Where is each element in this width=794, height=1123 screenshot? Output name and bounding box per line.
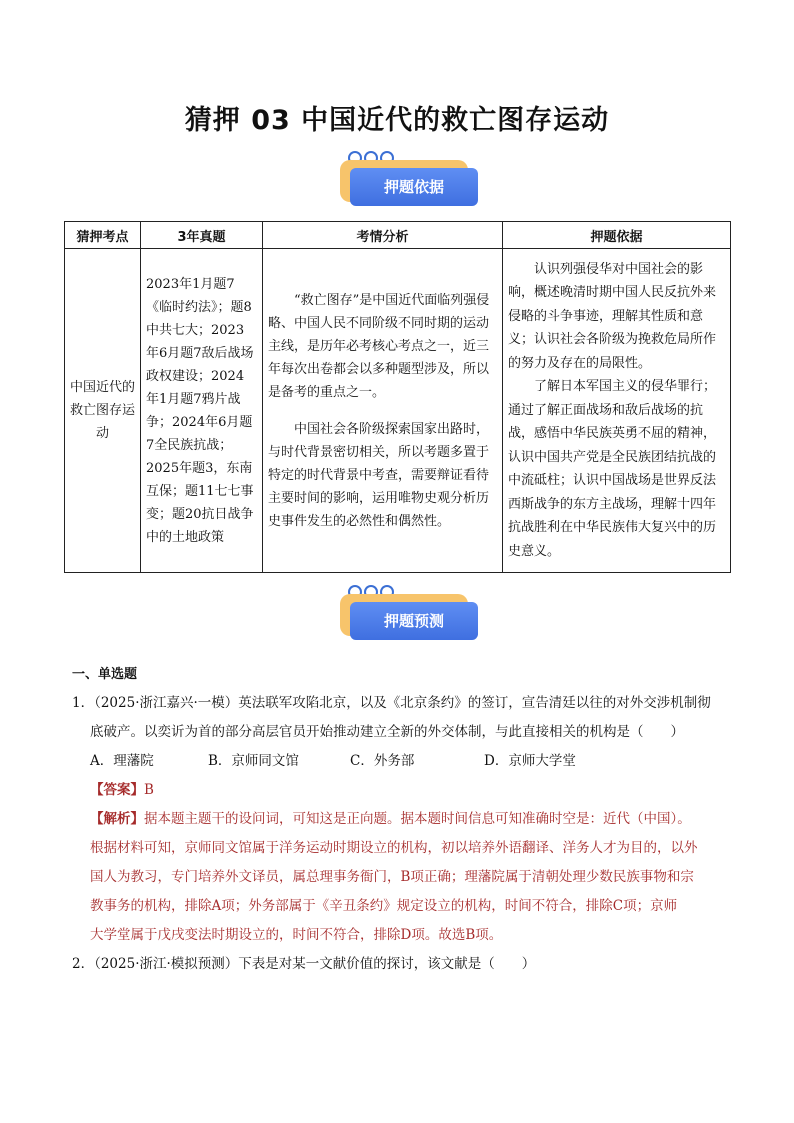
answer-label: 【答案】 [90,782,144,798]
header-topic: 猜押考点 [65,222,141,249]
predict-badge [340,584,480,642]
explanation-line: 国人为教习，专门培养外文译员，属总理事务衙门，B项正确；理藩院属于清朝处理少数民族事物和宗 [90,869,694,885]
basis-paragraph: 认识列强侵华对中国社会的影响，概述晚清时期中国人民反抗外来侵略的斗争事迹，理解其性质和意义；认识社会各阶级为挽救危局所作的努力及存在的局限性。 [508,261,717,371]
table-header-row [65,222,731,249]
answer-value: B [144,782,154,798]
explanation-line: 根据材料可知，京师同文馆属于洋务运动时期设立的机构，初以培养外语翻译、洋务人才为目的，以外 [90,840,698,856]
question-source: （2025·浙江·模拟预测） [94,956,239,972]
analysis-paragraph: “救亡图存”是中国近代面临列强侵略、中国人民不同阶级不同时期的运动主线，是历年必考核心考点之一，近三年每次出卷都会以多种题型涉及，所以是备考的重点之一。 [268,292,490,400]
basis-paragraph: 了解日本军国主义的侵华罪行；通过了解正面战场和敌后战场的抗战，感悟中华民族英勇不屈的精神，认识中国共产党是全民族团结抗战的中流砥柱；认识中国战场是世界反法西斯战争的东方主战场，理解十四年抗战胜利在中华民族伟大复兴中的历史意义。 [508,379,717,559]
basis-badge [340,150,480,208]
options-row [72,747,732,776]
analysis-paragraph: 中国社会各阶级探索国家出路时，与时代背景密切相关，所以考题多置于特定的时代背景中考查，需要辩证看待主要时间的影响，运用唯物史观分析历史事件发生的必然性和偶然性。 [268,421,490,529]
option-c: C．外务部 [350,753,415,769]
answer-line [72,776,732,805]
question-stem-continued: 底破产。以奕䜣为首的部分高层官员开始推动建立全新的外交体制，与此直接相关的机构是（ ） [90,724,684,740]
question-2 [72,950,732,979]
basis-badge-label: 押题依据 [350,168,478,206]
header-basis: 押题依据 [503,222,731,249]
explanation-line: 据本题主题干的设问词，可知这是正向题。据本题时间信息可知准确时空是：近代（中国）。 [144,811,691,827]
predict-badge-label: 押题预测 [350,602,478,640]
question-source: （2025·浙江嘉兴·一模） [94,695,239,711]
explanation [72,805,732,950]
questions-area [72,660,732,979]
question-stem: 英法联军攻陷北京，以及《北京条约》的签订，宣告清廷以往的对外交涉机制彻 [238,695,711,711]
question-1 [72,689,732,950]
option-d: D．京师大学堂 [484,753,576,769]
question-number: 2． [72,956,95,972]
analysis-cell [263,249,503,573]
question-stem: 下表是对某一文献价值的探讨，该文献是（ ） [238,956,536,972]
option-b: B．京师同文馆 [208,753,299,769]
header-real-questions: 3年真题 [141,222,263,249]
explanation-line: 教事务的机构，排除A项；外务部属于《辛丑条约》规定设立的机构，时间不符合，排除C项；京师 [90,898,678,914]
section-heading: 一、单选题 [72,667,138,682]
real-questions-cell: 2023年1月题7《临时约法》；题8中共七大；2023年6月题7敌后战场政权建设；2024年1月题7鸦片战争；2024年6月题7全民族抗战；2025年题3，东南互保；题11七七事变；题20抗日战争中的土地政策 [141,249,263,573]
exam-basis-table [64,221,731,573]
header-analysis: 考情分析 [263,222,503,249]
table-row [65,249,731,573]
option-a: A．理藩院 [90,753,154,769]
topic-cell: 中国近代的救亡图存运动 [65,249,141,573]
page-title: 猜押 03 中国近代的救亡图存运动 [184,105,610,136]
basis-cell [503,249,731,573]
explanation-line: 大学堂属于戊戌变法时期设立的，时间不符合，排除D项。故选B项。 [90,927,503,943]
question-number: 1． [72,695,95,711]
explanation-label: 【解析】 [90,811,144,827]
